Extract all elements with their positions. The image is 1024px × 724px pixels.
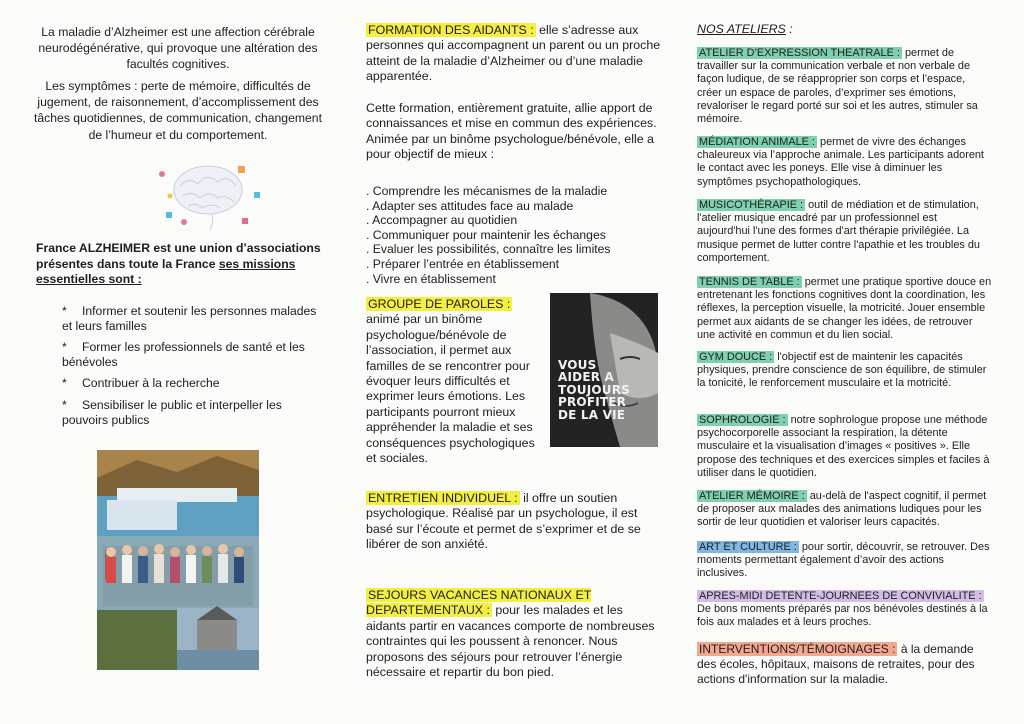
list-item: . Préparer l’entrée en établissement	[366, 256, 560, 271]
atelier-text: pour sortir, découvrir, se retrouver. Des moments permettant également d’avoir des actions inclusives.	[697, 541, 990, 580]
mission-text: Sensibiliser le public et interpeller les pouvoirs publics	[62, 398, 282, 427]
atelier-title: ART ET CULTURE :	[699, 541, 797, 553]
mission-item	[62, 398, 326, 427]
atelier-title: GYM DOUCE :	[699, 351, 773, 363]
sejours-paragraph	[366, 588, 662, 680]
atelier-item	[697, 276, 992, 342]
mission-text: Informer et soutenir les personnes malades et leurs familles	[62, 304, 317, 333]
atelier-item	[697, 136, 992, 189]
atelier-text: au-delà de l'aspect cognitif, il permet de proposer aux malades des animations ludiques pour les sortir de leur quotidien et valoriser leurs capacités.	[697, 490, 987, 529]
atelier-text: outil de médiation et de stimulation, l'atelier musique encadré par un professionnel est aujourd'hui l'une des formes d'art thérapie privilégiée. La musique permet de lutter contre l'apathie et les troubles du comportement.	[697, 199, 980, 264]
france-alzheimer-text	[36, 241, 326, 288]
ateliers-heading-suffix: :	[785, 22, 793, 36]
sejours-text: pour les malades et les aidants partir en vacances comporte de nombreuses contraintes qui les poussent à renoncer. Nous proposons des séjours pour retrouver l’énergie nécessaire et repartir du bon pied.	[366, 603, 655, 680]
list-item: . Communiquer pour maintenir les échanges	[366, 227, 606, 242]
france-alzheimer-lead: France ALZHEIMER est une union d’associations présentes dans toute la France	[36, 241, 321, 271]
entretien-paragraph	[366, 491, 662, 553]
atelier-text: permet une pratique sportive douce en entretenant les fonctions cognitives dont la coordination, les réflexes, la perception visuelle, la motricité. Jouer ensemble permet aux aidants de se changer les idées, de retrouver une activité en commun et du lien social.	[697, 276, 992, 341]
atelier-title: ATELIER MÉMOIRE :	[699, 490, 805, 502]
atelier-item	[697, 490, 992, 530]
sejours-title: SEJOURS VACANCES NATIONAUX ET DEPARTEMENTAUX :	[366, 588, 592, 618]
groupe-paroles-text: animé par un binôme psychologue/bénévole de l’association, il permet aux familles de se rencontrer pour évoquer leurs difficultés et exprimer leurs émotions. Les participants pourront mieux appréhender la maladie et ses conséquences psychologiques et sociales.	[366, 312, 535, 466]
atelier-text: De bons moments préparés par nos bénévoles destinés à la fois aux malades et à leurs proches.	[697, 603, 988, 629]
ateliers-heading-text: NOS ATELIERS	[697, 22, 786, 36]
list-item: . Comprendre les mécanismes de la maladie	[366, 184, 608, 198]
bullet-star: *	[62, 340, 67, 354]
list-item: . Accompagner au quotidien	[366, 213, 518, 228]
bullet-star: *	[62, 398, 67, 412]
atelier-title: SOPHROLOGIE :	[699, 414, 786, 426]
ateliers-heading	[697, 22, 793, 37]
photo-caption	[558, 359, 630, 421]
atelier-title: TENNIS DE TABLE :	[699, 276, 800, 288]
atelier-item	[697, 414, 992, 480]
atelier-item	[697, 590, 992, 630]
caption-line: VOUS	[558, 358, 597, 372]
mission-item	[62, 340, 326, 369]
atelier-item	[697, 541, 992, 581]
groupe-paroles-paragraph	[366, 297, 538, 466]
groupe-paroles-title: GROUPE DE PAROLES :	[368, 297, 511, 311]
entretien-title: ENTRETIEN INDIVIDUEL :	[368, 491, 518, 505]
brain-illustration	[142, 152, 272, 238]
atelier-title: APRES-MIDI DETENTE-JOURNEES DE CONVIVIALITE :	[699, 590, 982, 602]
vacation-photo-collage	[97, 450, 259, 670]
mission-item	[62, 304, 326, 333]
intro-paragraph: La maladie d’Alzheimer est une affection cérébrale neurodégénérative, qui provoque une altération des facultés cognitives.	[38, 25, 318, 72]
caption-line: TOUJOURS	[558, 382, 631, 397]
caption-line: AIDER A	[558, 370, 615, 385]
atelier-title: MÉDIATION ANIMALE :	[699, 136, 815, 148]
caption-line: PROFITER	[558, 395, 627, 410]
profiter-photo	[550, 293, 658, 447]
atelier-title: ATELIER D’EXPRESSION THEATRALE :	[699, 47, 900, 59]
atelier-item	[697, 199, 992, 265]
mission-item	[62, 376, 326, 391]
list-item: . Vivre en établissement	[366, 271, 496, 286]
atelier-text: l'objectif est de maintenir les capacités physiques, prendre conscience de son équilibre, de stimuler la tonicité, le renforcement musculaire et la motricité.	[697, 351, 987, 390]
atelier-text: permet de travailler sur la communication verbale et non verbale de façon ludique, de se réapproprier son corps et l’espace, créer un espace de paroles, d’exprimer ses émotions, revaloriser le regard porté sur soi et les autres, stimuler sa mémoire.	[697, 47, 978, 126]
atelier-text: permet de vivre des échanges chaleureux via l’approche animale. Les participants adorent le contact avec les poneys. Elle vise à diminuer les symptômes psychopathologiques.	[697, 136, 984, 188]
atelier-item	[697, 351, 992, 391]
formation-text: elle s’adresse aux personnes qui accompagnent un parent ou un proche atteint de la maladie d’Alzheimer ou d’une maladie apparentée.	[366, 23, 661, 84]
missions-heading: ses missions essentielles sont :	[36, 256, 296, 286]
bullet-star: *	[62, 304, 67, 318]
formation-title: FORMATION DES AIDANTS :	[368, 23, 534, 37]
entretien-text: il offre un soutien psychologique. Réalisé par un psychologue, il est basé sur l’écoute et permet de s’exprimer et de se libérer de son anxiété.	[366, 491, 641, 552]
atelier-item	[697, 642, 992, 688]
atelier-text: à la demande des écoles, hôpitaux, maisons de retraites, pour des actions d'information sur la maladie.	[697, 642, 975, 687]
formation-description: Cette formation, entièrement gratuite, allie apport de connaissances et mise en commun des expériences. Animée par un binôme psychologue/bénévole, elle a pour objectif de mieux :	[366, 101, 657, 162]
atelier-title: INTERVENTIONS/TÉMOIGNAGES :	[699, 642, 896, 656]
list-item: . Adapter ses attitudes face au malade	[366, 198, 574, 213]
symptoms-paragraph: Les symptômes : perte de mémoire, difficultés de jugement, de raisonnement, d’accomplissement des tâches quotidiennes, de communication, changement de l’humeur et du comportement.	[34, 79, 322, 142]
atelier-item	[697, 47, 992, 126]
mission-text: Former les professionnels de santé et les bénévoles	[62, 340, 305, 369]
caption-line: DE LA VIE	[558, 407, 626, 422]
list-item: . Evaluer les possibilités, connaître les limites	[366, 242, 611, 257]
mission-text: Contribuer à la recherche	[82, 376, 220, 390]
atelier-title: MUSICOTHÉRAPIE :	[699, 199, 804, 211]
objectives-list	[366, 184, 662, 286]
atelier-text: notre sophrologue propose une méthode psychocorporelle associant la respiration, la détente musculaire et la visualisation d’images « positives ». Elle propose des techniques et des exercices simples et faciles à utiliser dans le quotidien.	[697, 414, 990, 479]
formation-paragraph	[366, 23, 662, 85]
bullet-star: *	[62, 376, 67, 390]
